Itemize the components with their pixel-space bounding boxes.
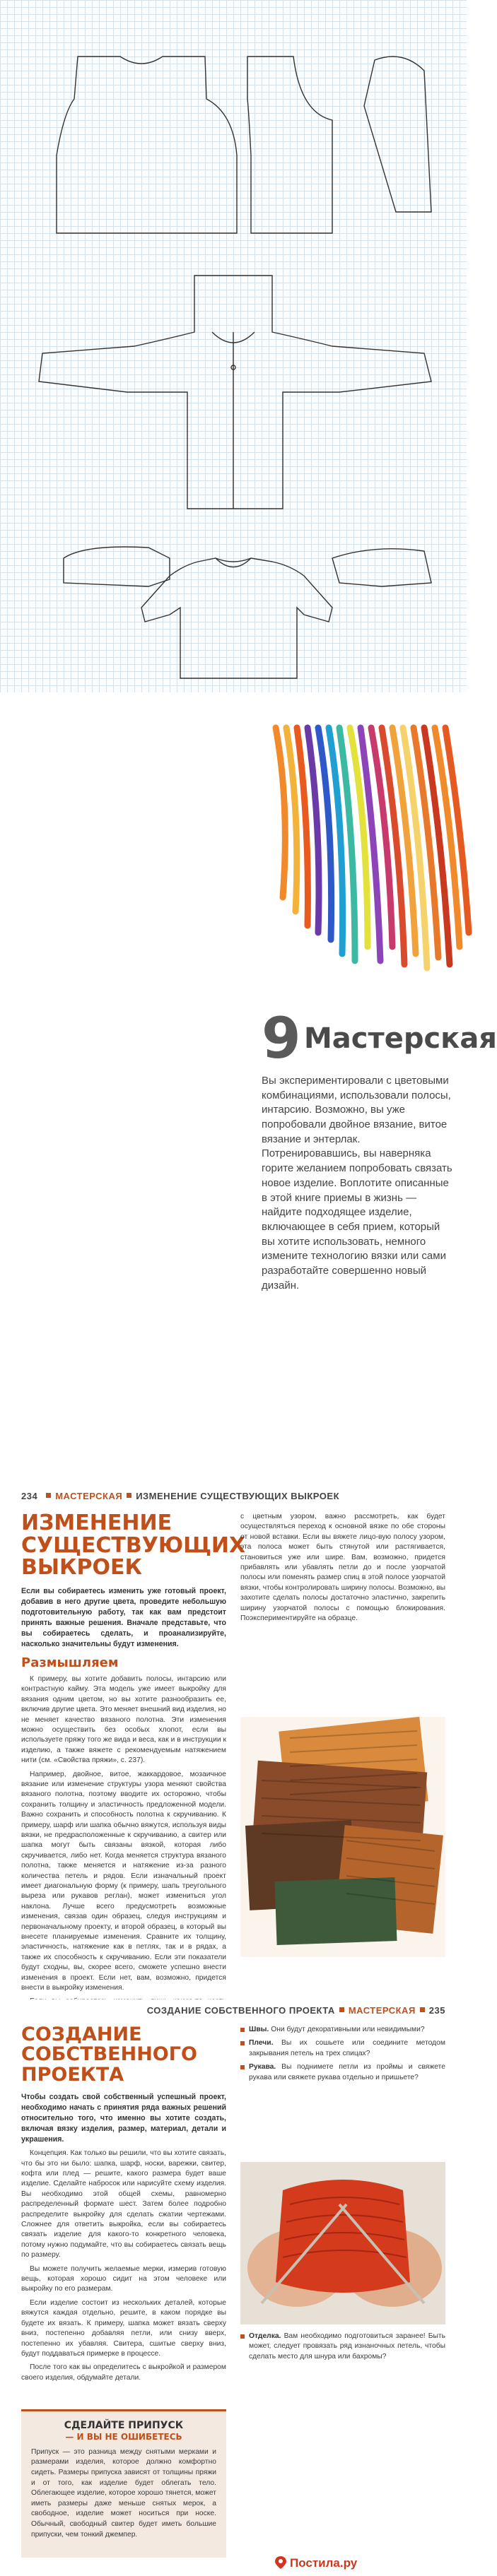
body-paragraph: Если изделие состоит из нескольких деталей, которые вяжутся каждая отдельно, решите, в каком порядке вы будете их вязать. К примеру, шапка может вязать сверху вниз, постепенно добавляя петли, или снизу вверх, постепенно их убавляя. Свитера, сшитые сверху вниз, будут поддаваться примерке в процессе. bbox=[21, 2298, 226, 2358]
page-235 bbox=[0, 1999, 467, 2576]
schematic-pullover bbox=[141, 558, 332, 678]
graph-paper-schematics bbox=[0, 0, 467, 692]
right-column-lower bbox=[240, 2332, 445, 2365]
left-column bbox=[21, 2025, 226, 2387]
chapter-opener bbox=[0, 692, 497, 1484]
watermark: Постила.ру bbox=[290, 2556, 358, 2570]
chapter-title: Мастерская bbox=[304, 1022, 497, 1055]
section-heading: СОЗДАНИЕ СОБСТВЕННОГО ПРОЕКТА bbox=[21, 2023, 197, 2086]
body-paragraph: Вы можете получить желаемые мерки, измерив готовую вещь, которая хорошо сидит на этом человеке или выкройку по его размерам. bbox=[21, 2264, 226, 2293]
current-topic: СОЗДАНИЕ СОБСТВЕННОГО ПРОЕКТА bbox=[146, 2005, 335, 2016]
hands-knitting-photo bbox=[240, 2162, 445, 2324]
page-234 bbox=[0, 1484, 467, 1999]
tip-text: Припуск — это разница между снятыми мерками и размерами изделия, которое должно комфортно сидеть. Размеры припуска зависят от толщины пряжи и от того, как изделие будет облегать тело. Облегающее изделие, которое хорошо тянется, может иметь размеры даже меньше снятых мерок, а свободное, изделие может носиться при носке. Обычный, свободный свитер будет иметь большие припуски, чем тонкий джемпер. bbox=[31, 2447, 216, 2539]
right-column bbox=[240, 2025, 445, 2086]
list-item: Плечи. Вы их сошьете или соедините методом закрывания петель на трех спицах? bbox=[240, 2038, 445, 2059]
subheading: Размышляем bbox=[21, 1655, 119, 1670]
section-heading: ИЗМЕНЕНИЕ СУЩЕСТВУЮЩИХ ВЫКРОЕК bbox=[21, 1511, 246, 1580]
body-paragraph: с цветным узором, важно рассмотреть, как будет осуществляться переход к основной вязке по обе стороны от новой вставки. Если вы вяжете лицо-вую полосу узором, эта полоса может быть стянутой или растягивается, становиться уже или шире. Вам, возможно, придется прибавлять или убавлять петли до и после узорчатой полосы или поменять размер спиц в этой полосе узорчатой вязки, чтобы контролировать ширину полосы. Возможно, вы захотите сделать полосы достаточно эластично, закрепить ширину узорчатой полосы с помощью блокирования. Поэкспериментируйте на образце. bbox=[240, 1513, 445, 1623]
right-column bbox=[240, 1512, 445, 1627]
schematic-sweater-flat bbox=[39, 276, 431, 509]
body-paragraph: Например, двойное, витое, жаккардовое, мозаичное вязание или изменение структуры узора меняют свойства вязаного полотна, поэтому вводите их осторожно, чтобы сохранить толщину и эластичность предложенной модели. Важно сохранить и способность полотна к скручиванию. К примеру, шарф или шапка обычно вяжутся, используя виды вязки, не предрасположенные к скручиванию, а свитер или шапка могут быть связаны вязкой, которая либо скручивается, либо нет. Когда меняется структура вязаного полотна, также меняется и натяжение из-за разного количества петель и рядов. Если изначальный проект имеет диагональную форму (к примеру, шапь треугольного выреза или рукавов реглан), может измениться угол наклона. Лучше всего предусмотреть возможные изменения, связав один образец, следуя инструкциям и первоначальному проекту, и второй образец, в который вы внесете планируемые изменения. Сравните их толщину, эластичность, натяжение как в петлях, так и в рядах, а также их способность к скручиванию. Если эти показатели будут сходны, вы, скорее всего, сможете успешно внести изменения в проект. Если нет, вам, возможно, придется внести в выкройку изменения. bbox=[21, 1770, 226, 1992]
schematic-cardigan-back bbox=[57, 57, 237, 233]
yarn-strands-photo bbox=[269, 721, 474, 975]
body-paragraph: Концепция. Как только вы решили, что вы хотите связать, что бы это ни было: шапка, шарф, носки, варежки, свитер, кофта или плед — решите, какого размера будет ваше изделие. Сделайте набросок или нарисуйте схему изделия. Вы необходимо этой общей схемы, равномерно распределенный формате шест. Затем более подробно распределите выкройку для сделать сжатии чертежами. Сложнее для ответить выкройка, если вы собираетесь связать изделие для какого-то конкретного человека, потому нужно подумайте, что вы собираетесь связать вещь по размеру. bbox=[21, 2149, 226, 2259]
list-item: Отделка. Вам необходимо подготовиться заранее! Быть может, следует провязать ряд изнаночных петель, чтобы сделать место для шнура или бахромы? bbox=[240, 2332, 445, 2362]
current-topic: ИЗМЕНЕНИЕ СУЩЕСТВУЮЩИХ ВЫКРОЕК bbox=[136, 1491, 340, 1501]
page-header bbox=[21, 1491, 339, 1501]
pin-icon bbox=[274, 2556, 287, 2570]
garment-schematic-drawings bbox=[0, 0, 467, 692]
list-item: Швы. Они будут декоративными или невидимыми? bbox=[240, 2025, 445, 2035]
tip-box bbox=[21, 2409, 226, 2558]
tip-title: СДЕЛАЙТЕ ПРИПУСК bbox=[64, 2420, 184, 2431]
schematic-cardigan-front bbox=[247, 57, 332, 233]
schematic-sleeve-right bbox=[332, 549, 431, 586]
section-name: МАСТЕРСКАЯ bbox=[348, 2005, 416, 2016]
chapter-number: 9 bbox=[262, 1005, 301, 1071]
page-number: 234 bbox=[21, 1491, 38, 1501]
tip-subtitle: — И ВЫ НЕ ОШИБЕТЕСЬ bbox=[65, 2431, 182, 2442]
body-paragraph: После того как вы определитесь с выкройкой и размером своего изделия, обдумайте детали. bbox=[21, 2363, 226, 2382]
knitted-swatches-photo bbox=[240, 1717, 445, 1957]
schematic-sleeve bbox=[364, 57, 431, 212]
list-item: Рукава. Вы поднимете петли из проймы и свяжете рукава или свяжете рукава отдельно и пришьете? bbox=[240, 2062, 445, 2083]
lead-paragraph: Если вы собираетесь изменить уже готовый проект, добавив в него другие цвета, проведите небольшую подготовительную работу, так как вам предстоит принять важные решения. Вначале представьте, что вы собираетесь сделать, и проанализируйте, насколько значительны будут изменения. bbox=[21, 1586, 226, 1648]
schematic-sleeve-outline bbox=[64, 547, 170, 586]
lead-paragraph: Чтобы создать свой собственный успешный проект, необходимо начать с принятия ряда важных решений относительно того, что именно вы хотите создать, включая вязку изделия, размер, материал, детали и украшения. bbox=[21, 2093, 226, 2144]
section-name: МАСТЕРСКАЯ bbox=[55, 1491, 123, 1501]
page-header bbox=[147, 2005, 445, 2016]
page-number: 235 bbox=[428, 2005, 445, 2016]
chapter-intro: Вы экспериментировали с цветовыми комбинациями, использовали полосы, интарсию. Возможно, вы уже попробовали двойное вязание, витое вязание и энтерлак. Потренировавшись, вы наверняка горите желанием попробовать связать новое изделие. Воплотите описанные в этой книге приемы в жизнь — найдите подходящее изделие, включающее в себя прием, который вы хотите использовать, немного измените технологию вязки или сами разработайте совершенно новый дизайн. bbox=[262, 1075, 452, 1292]
body-paragraph: К примеру, вы хотите добавить полосы, интарсию или контрастную кайму. Эта модель уже имеет выкройку для вязания одним цветом, но вы хотите разнообразить ее, включив другие цвета. Это меняет внешний вид изделия, но не меняет качество вязаного полотна. Эти изменения можно осуществить без особых хлопот, если вы используете пряжу того же вида и веса, как и в инструкции к изделию, а также вяжете с рекомендуемым натяжением нити (см. «Свойства пряжи», с. 237). bbox=[21, 1674, 226, 1765]
